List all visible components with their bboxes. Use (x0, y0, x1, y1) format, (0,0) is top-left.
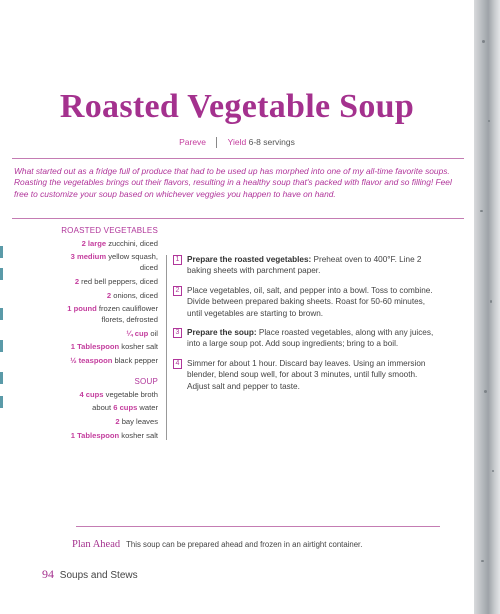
ingredient-quantity: ¼ cup (126, 328, 149, 338)
soup-ingredients (60, 390, 158, 442)
ingredient-text: red bell peppers, diced (79, 276, 158, 286)
ingredient-text: zucchini, diced (106, 238, 158, 248)
ingredient-quantity: 2 (74, 276, 80, 286)
recipe-category: Pareve (179, 137, 207, 147)
plan-ahead-note (72, 539, 452, 550)
column-divider (166, 255, 167, 440)
page-footer (42, 567, 138, 582)
step-number: 2 (173, 286, 182, 296)
ingredient-text: water (137, 403, 158, 413)
ingredient-quantity: 3 medium (70, 252, 107, 262)
intro-top-rule (12, 158, 464, 159)
plan-ahead-text: This soup can be prepared ahead and frozen in an airtight container. (126, 540, 363, 549)
step-text: Preheat oven to 400°F. Line 2 baking sheets with parchment paper. (187, 255, 422, 276)
roasted-heading: ROASTED VEGETABLES (61, 226, 158, 235)
ingredient-item (60, 356, 158, 367)
meta-divider (216, 137, 217, 148)
ingredient-item (60, 239, 158, 250)
soup-heading: SOUP (134, 377, 158, 387)
ingredient-item (60, 342, 158, 353)
ingredient-prefix: about (92, 403, 114, 413)
recipe-meta (0, 137, 474, 148)
ingredient-item (60, 329, 158, 340)
step-text: Place vegetables, oil, salt, and pepper into a bowl. Toss to combine. Divide between prepared baking sheets. Roast for 50-60 minutes, until vegetables are starting to brown. (187, 285, 433, 318)
step-text: Simmer for about 1 hour. Discard bay leaves. Using an immersion blender, blend soup well, for about 3 minutes, until fully smooth. Adjust salt and pepper to taste. (187, 358, 426, 391)
ingredient-item (60, 417, 158, 428)
recipe-title: Roasted Vegetable Soup (59, 88, 415, 125)
section-name: Soups and Stews (59, 570, 138, 581)
direction-step (173, 285, 439, 319)
ingredient-quantity: 2 (106, 290, 112, 300)
ingredient-text: vegetable broth (103, 389, 158, 399)
ingredient-text: bay leaves (119, 417, 158, 427)
direction-step (173, 358, 439, 392)
step-text: Place roasted vegetables, along with any juices, into a large soup pot. Add soup ingredients; bring to a boil. (187, 328, 434, 349)
ingredient-text: oil (148, 328, 158, 338)
page-tab-marker (0, 308, 3, 320)
ingredients-list (60, 226, 158, 445)
ingredient-text: yellow squash, diced (106, 252, 158, 272)
ingredient-text: black pepper (112, 356, 158, 366)
page-tab-marker (0, 372, 3, 384)
step-number: 1 (173, 255, 182, 265)
ingredient-quantity: 6 cups (113, 403, 138, 413)
intro-bottom-rule (12, 218, 464, 219)
page-tab-marker (0, 246, 3, 258)
ingredient-text: onions, diced (111, 290, 158, 300)
ingredient-item (60, 277, 158, 288)
direction-step (173, 327, 439, 350)
ingredient-quantity: 2 (115, 417, 120, 427)
page-edge-texture (474, 0, 500, 614)
roasted-ingredients (60, 239, 158, 367)
ingredient-item (60, 431, 158, 442)
ingredient-quantity: 2 large (81, 238, 107, 248)
recipe-intro: What started out as a fridge full of produce that had to be used up has morphed into one of my all-time favorite soups. Roasting the vegetables brings out their flavors, resulting in a healthy soup that's packed with flavor and so filling! Feel free to customize your soup based on whichever veggies you happen to have on hand. (14, 166, 452, 199)
step-number: 3 (173, 328, 182, 338)
page-tab-marker (0, 268, 3, 280)
ingredient-text: kosher salt (119, 430, 158, 440)
step-heading: Prepare the roasted vegetables: (187, 255, 312, 264)
ingredient-item (60, 252, 158, 273)
ingredient-text: frozen cauliflower florets, defrosted (96, 304, 158, 324)
direction-step (173, 254, 439, 277)
ingredient-quantity: 1 Tablespoon (70, 430, 120, 440)
directions-list (173, 254, 439, 400)
ingredient-item (60, 291, 158, 302)
ingredient-quantity: 1 Tablespoon (70, 342, 120, 352)
page-tab-marker (0, 396, 3, 408)
ingredient-quantity: 1 pound (67, 304, 97, 314)
plan-ahead-label: Plan Ahead (72, 539, 121, 550)
page-tab-marker (0, 340, 3, 352)
yield-label: Yield (227, 137, 247, 147)
ingredient-item (60, 304, 158, 325)
ingredient-quantity: ½ teaspoon (70, 356, 113, 366)
step-number: 4 (173, 359, 182, 369)
step-heading: Prepare the soup: (187, 328, 257, 338)
ingredient-item (60, 390, 158, 401)
ingredient-text: kosher salt (119, 342, 158, 352)
plan-ahead-rule (76, 526, 440, 527)
ingredient-quantity: 4 cups (79, 389, 104, 399)
page-number: 94 (42, 567, 54, 581)
ingredient-item (60, 403, 158, 414)
yield-value: 6-8 servings (248, 137, 295, 147)
